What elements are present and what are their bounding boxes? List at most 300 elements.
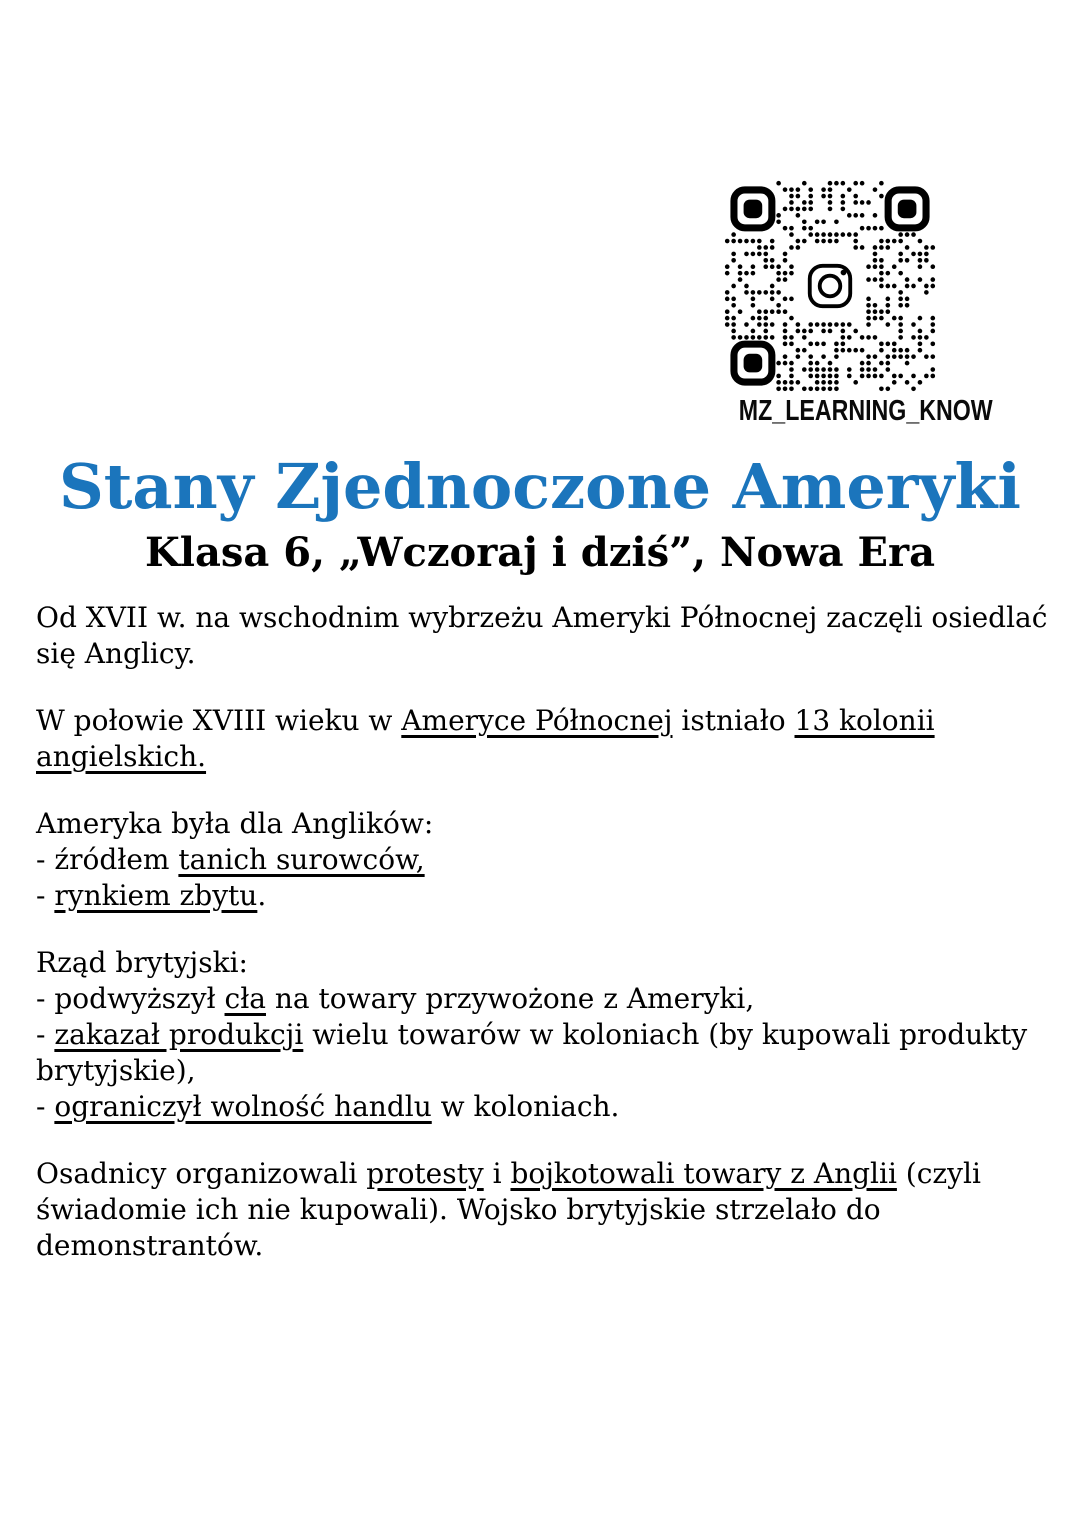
qr-module bbox=[886, 284, 891, 289]
qr-module bbox=[751, 252, 756, 257]
qr-module bbox=[898, 354, 903, 359]
qr-finder-inner bbox=[744, 200, 763, 219]
qr-module bbox=[853, 380, 858, 385]
qr-module bbox=[731, 316, 736, 321]
qr-module bbox=[892, 239, 897, 244]
qr-module bbox=[783, 252, 788, 257]
qr-module bbox=[815, 219, 820, 224]
qr-module bbox=[802, 348, 807, 353]
qr-module bbox=[866, 374, 871, 379]
qr-module bbox=[834, 386, 839, 391]
underlined-text: angielskich. bbox=[36, 740, 207, 773]
qr-module bbox=[725, 309, 730, 314]
qr-module bbox=[776, 303, 781, 308]
qr-module bbox=[789, 200, 794, 205]
qr-module bbox=[808, 354, 813, 359]
text-segment: w koloniach. bbox=[431, 1090, 620, 1123]
qr-module bbox=[834, 354, 839, 359]
text-segment: - bbox=[36, 879, 55, 912]
qr-module bbox=[905, 348, 910, 353]
qr-module bbox=[853, 232, 858, 237]
qr-module bbox=[751, 239, 756, 244]
qr-module bbox=[879, 245, 884, 250]
qr-module bbox=[866, 361, 871, 366]
qr-module bbox=[930, 354, 935, 359]
qr-module bbox=[731, 335, 736, 340]
qr-module bbox=[783, 329, 788, 334]
qr-module bbox=[853, 181, 858, 186]
qr-module bbox=[879, 277, 884, 282]
underlined-text: ograniczył wolność handlu bbox=[54, 1090, 432, 1123]
qr-module bbox=[905, 354, 910, 359]
qr-module bbox=[776, 290, 781, 295]
qr-module bbox=[918, 252, 923, 257]
qr-module bbox=[796, 245, 801, 250]
qr-module bbox=[757, 309, 762, 314]
qr-module bbox=[879, 309, 884, 314]
qr-module bbox=[789, 316, 794, 321]
qr-module bbox=[821, 232, 826, 237]
qr-module bbox=[866, 316, 871, 321]
qr-module bbox=[841, 329, 846, 334]
qr-module bbox=[898, 232, 903, 237]
qr-module bbox=[744, 284, 749, 289]
qr-module bbox=[866, 309, 871, 314]
qr-module bbox=[751, 316, 756, 321]
qr-module bbox=[763, 316, 768, 321]
qr-module bbox=[911, 252, 916, 257]
qr-module bbox=[815, 342, 820, 347]
qr-module bbox=[886, 297, 891, 302]
qr-module bbox=[918, 335, 923, 340]
text-line bbox=[36, 878, 1046, 914]
qr-module bbox=[808, 386, 813, 391]
qr-module bbox=[898, 316, 903, 321]
qr-module bbox=[866, 297, 871, 302]
qr-module bbox=[841, 342, 846, 347]
qr-module bbox=[879, 194, 884, 199]
qr-module bbox=[879, 271, 884, 276]
underlined-text: rynkiem zbytu bbox=[54, 879, 258, 912]
qr-module bbox=[886, 322, 891, 327]
qr-module bbox=[808, 329, 813, 334]
qr-module bbox=[879, 264, 884, 269]
qr-module bbox=[821, 322, 826, 327]
qr-module bbox=[738, 239, 743, 244]
qr-module bbox=[873, 264, 878, 269]
qr-module bbox=[725, 316, 730, 321]
qr-module bbox=[905, 258, 910, 263]
qr-module bbox=[821, 354, 826, 359]
qr-module bbox=[905, 297, 910, 302]
qr-module bbox=[770, 245, 775, 250]
qr-module bbox=[808, 374, 813, 379]
qr-module bbox=[770, 264, 775, 269]
qr-module bbox=[918, 316, 923, 321]
text-segment: W połowie XVIII wieku w bbox=[36, 704, 402, 737]
qr-module bbox=[886, 386, 891, 391]
text-line bbox=[36, 1228, 1046, 1264]
text-segment: Od XVII w. na wschodnim wybrzeżu Ameryki Północnej zaczęli osiedlać bbox=[36, 601, 1048, 634]
text-segment: się Anglicy. bbox=[36, 637, 196, 670]
qr-module bbox=[879, 239, 884, 244]
qr-module bbox=[873, 213, 878, 218]
qr-module bbox=[789, 342, 794, 347]
text-line bbox=[36, 1089, 1046, 1125]
qr-module bbox=[873, 374, 878, 379]
qr-module bbox=[802, 226, 807, 231]
text-line bbox=[36, 739, 1046, 775]
text-segment: - bbox=[36, 1090, 55, 1123]
qr-module bbox=[731, 303, 736, 308]
qr-module bbox=[873, 252, 878, 257]
text-line bbox=[36, 600, 1046, 636]
text-segment: na towary przywożone z Ameryki, bbox=[265, 982, 755, 1015]
qr-module bbox=[828, 386, 833, 391]
qr-module bbox=[860, 226, 865, 231]
qr-module bbox=[815, 361, 820, 366]
qr-module bbox=[763, 245, 768, 250]
qr-module bbox=[898, 348, 903, 353]
qr-module bbox=[802, 367, 807, 372]
qr-module bbox=[821, 367, 826, 372]
qr-module bbox=[744, 239, 749, 244]
qr-module bbox=[725, 271, 730, 276]
qr-module bbox=[886, 245, 891, 250]
qr-module bbox=[886, 271, 891, 276]
qr-module bbox=[879, 348, 884, 353]
paragraph bbox=[36, 1156, 1046, 1264]
qr-module bbox=[860, 245, 865, 250]
text-segment: świadomie ich nie kupowali). Wojsko brytyjskie strzelało do bbox=[36, 1193, 881, 1226]
qr-module bbox=[873, 354, 878, 359]
qr-module bbox=[783, 187, 788, 192]
text-segment: demonstrantów. bbox=[36, 1229, 264, 1262]
qr-module bbox=[930, 284, 935, 289]
qr-module bbox=[770, 297, 775, 302]
qr-module bbox=[776, 181, 781, 186]
qr-module bbox=[738, 277, 743, 282]
qr-module bbox=[796, 329, 801, 334]
qr-module bbox=[828, 380, 833, 385]
underlined-text: bojkotowali towary z Anglii bbox=[510, 1157, 897, 1190]
qr-module bbox=[873, 277, 878, 282]
qr-module bbox=[860, 335, 865, 340]
qr-module bbox=[924, 258, 929, 263]
paragraph bbox=[36, 600, 1046, 672]
qr-module bbox=[879, 284, 884, 289]
qr-module bbox=[776, 380, 781, 385]
qr-module bbox=[770, 258, 775, 263]
qr-module bbox=[796, 322, 801, 327]
qr-module bbox=[873, 309, 878, 314]
qr-module bbox=[860, 374, 865, 379]
qr-module bbox=[789, 232, 794, 237]
qr-module bbox=[763, 309, 768, 314]
qr-module bbox=[886, 239, 891, 244]
qr-module bbox=[783, 207, 788, 212]
qr-module bbox=[841, 200, 846, 205]
text-segment: - bbox=[36, 1018, 55, 1051]
qr-module bbox=[789, 367, 794, 372]
qr-module bbox=[808, 342, 813, 347]
qr-module bbox=[770, 309, 775, 314]
qr-module bbox=[808, 322, 813, 327]
qr-module bbox=[892, 342, 897, 347]
qr-module bbox=[751, 297, 756, 302]
qr-module bbox=[924, 290, 929, 295]
qr-module bbox=[853, 194, 858, 199]
underlined-text: protesty bbox=[366, 1157, 484, 1190]
qr-module bbox=[911, 322, 916, 327]
qr-module bbox=[898, 290, 903, 295]
page-subtitle: Klasa 6, „Wczoraj i dziś”, Nowa Era bbox=[145, 529, 935, 576]
qr-module bbox=[802, 386, 807, 391]
qr-module bbox=[821, 194, 826, 199]
body-text bbox=[36, 600, 1046, 1295]
qr-module bbox=[725, 297, 730, 302]
qr-module bbox=[783, 386, 788, 391]
qr-module bbox=[853, 329, 858, 334]
qr-module bbox=[898, 374, 903, 379]
text-line bbox=[36, 1156, 1046, 1192]
qr-module bbox=[731, 322, 736, 327]
paragraph bbox=[36, 945, 1046, 1125]
qr-module bbox=[776, 361, 781, 366]
qr-module bbox=[841, 348, 846, 353]
qr-module bbox=[911, 354, 916, 359]
qr-module bbox=[828, 200, 833, 205]
qr-module bbox=[815, 322, 820, 327]
text-segment: - podwyższył bbox=[36, 982, 225, 1015]
qr-module bbox=[918, 329, 923, 334]
qr-module bbox=[879, 342, 884, 347]
qr-module bbox=[834, 239, 839, 244]
qr-module bbox=[725, 290, 730, 295]
qr-module bbox=[783, 297, 788, 302]
qr-module bbox=[834, 348, 839, 353]
qr-module bbox=[815, 239, 820, 244]
qr-module bbox=[808, 367, 813, 372]
underlined-text: cła bbox=[224, 982, 266, 1015]
qr-module bbox=[821, 219, 826, 224]
qr-module bbox=[924, 252, 929, 257]
qr-module bbox=[924, 335, 929, 340]
qr-module bbox=[783, 309, 788, 314]
qr-module bbox=[834, 219, 839, 224]
qr-module bbox=[783, 271, 788, 276]
qr-module bbox=[841, 322, 846, 327]
qr-module bbox=[776, 264, 781, 269]
qr-module bbox=[828, 232, 833, 237]
text-line bbox=[36, 1192, 1046, 1228]
qr-module bbox=[905, 284, 910, 289]
qr-module bbox=[892, 374, 897, 379]
qr-module bbox=[789, 297, 794, 302]
qr-module bbox=[918, 380, 923, 385]
qr-module bbox=[763, 329, 768, 334]
qr-module bbox=[834, 181, 839, 186]
qr-module bbox=[789, 207, 794, 212]
qr-module bbox=[751, 271, 756, 276]
underlined-text: Ameryce Północnej bbox=[401, 704, 673, 737]
qr-module bbox=[924, 245, 929, 250]
qr-module bbox=[918, 239, 923, 244]
qr-module bbox=[930, 264, 935, 269]
qr-module bbox=[905, 245, 910, 250]
qr-finder-inner bbox=[898, 200, 917, 219]
qr-module bbox=[911, 386, 916, 391]
qr-module bbox=[738, 271, 743, 276]
qr-module bbox=[828, 239, 833, 244]
qr-module bbox=[776, 386, 781, 391]
qr-module bbox=[873, 303, 878, 308]
qr-module bbox=[802, 207, 807, 212]
qr-module bbox=[770, 335, 775, 340]
qr-module bbox=[796, 207, 801, 212]
qr-module bbox=[770, 290, 775, 295]
qr-module bbox=[866, 367, 871, 372]
qr-module bbox=[776, 213, 781, 218]
qr-label: MZ_LEARNING_KNOW bbox=[738, 395, 993, 427]
qr-module bbox=[783, 354, 788, 359]
qr-module bbox=[898, 271, 903, 276]
qr-module bbox=[763, 335, 768, 340]
qr-module bbox=[789, 380, 794, 385]
qr-module bbox=[751, 335, 756, 340]
qr-module bbox=[886, 367, 891, 372]
qr-module bbox=[808, 194, 813, 199]
text-line bbox=[36, 1053, 1046, 1089]
qr-module bbox=[770, 239, 775, 244]
qr-module bbox=[860, 213, 865, 218]
qr-module bbox=[808, 232, 813, 237]
qr-module bbox=[886, 309, 891, 314]
qr-module bbox=[911, 335, 916, 340]
qr-module bbox=[828, 374, 833, 379]
qr-module bbox=[879, 374, 884, 379]
qr-module bbox=[866, 264, 871, 269]
qr-module bbox=[847, 367, 852, 372]
qr-module bbox=[815, 232, 820, 237]
qr-module bbox=[892, 264, 897, 269]
qr-module bbox=[731, 329, 736, 334]
qr-module bbox=[796, 213, 801, 218]
qr-module bbox=[930, 316, 935, 321]
qr-code bbox=[724, 180, 936, 392]
qr-module bbox=[866, 335, 871, 340]
qr-module bbox=[834, 374, 839, 379]
qr-module bbox=[783, 258, 788, 263]
qr-finder-inner bbox=[744, 354, 763, 373]
text-segment: wielu towarów w koloniach (by kupowali produkty bbox=[303, 1018, 1028, 1051]
qr-module bbox=[783, 361, 788, 366]
qr-module bbox=[905, 361, 910, 366]
qr-module bbox=[918, 342, 923, 347]
qr-module bbox=[738, 309, 743, 314]
qr-module bbox=[725, 264, 730, 269]
qr-module bbox=[834, 232, 839, 237]
qr-module bbox=[853, 200, 858, 205]
qr-module bbox=[789, 245, 794, 250]
qr-module bbox=[866, 322, 871, 327]
qr-module bbox=[873, 335, 878, 340]
qr-module bbox=[796, 239, 801, 244]
qr-module bbox=[725, 322, 730, 327]
qr-module bbox=[821, 386, 826, 391]
qr-module bbox=[860, 348, 865, 353]
qr-module bbox=[751, 303, 756, 308]
qr-module bbox=[796, 380, 801, 385]
qr-module bbox=[898, 322, 903, 327]
qr-module bbox=[802, 219, 807, 224]
qr-module bbox=[853, 245, 858, 250]
qr-module bbox=[789, 386, 794, 391]
text-segment: (czyli bbox=[896, 1157, 981, 1190]
text-line bbox=[36, 1017, 1046, 1053]
qr-module bbox=[796, 187, 801, 192]
qr-module bbox=[892, 316, 897, 321]
paragraph bbox=[36, 806, 1046, 914]
qr-module bbox=[731, 297, 736, 302]
qr-module bbox=[828, 329, 833, 334]
text-segment: brytyjskie), bbox=[36, 1054, 196, 1087]
qr-module bbox=[821, 342, 826, 347]
qr-module bbox=[821, 380, 826, 385]
qr-module bbox=[886, 354, 891, 359]
qr-module bbox=[834, 380, 839, 385]
qr-module bbox=[763, 252, 768, 257]
qr-module bbox=[898, 329, 903, 334]
qr-module bbox=[847, 374, 852, 379]
qr-module bbox=[738, 335, 743, 340]
qr-module bbox=[879, 386, 884, 391]
qr-module bbox=[918, 277, 923, 282]
qr-module bbox=[821, 329, 826, 334]
qr-module bbox=[776, 271, 781, 276]
qr-module bbox=[828, 181, 833, 186]
qr-module bbox=[847, 187, 852, 192]
qr-module bbox=[834, 367, 839, 372]
qr-module bbox=[783, 335, 788, 340]
qr-module bbox=[808, 361, 813, 366]
qr-module bbox=[796, 354, 801, 359]
qr-module bbox=[828, 187, 833, 192]
text-segment: istniało bbox=[672, 704, 795, 737]
qr-module bbox=[738, 264, 743, 269]
qr-module bbox=[731, 232, 736, 237]
qr-module bbox=[918, 258, 923, 263]
qr-module bbox=[744, 252, 749, 257]
text-line bbox=[36, 636, 1046, 672]
qr-module bbox=[828, 322, 833, 327]
qr-module bbox=[924, 374, 929, 379]
qr-module bbox=[731, 239, 736, 244]
qr-module bbox=[841, 194, 846, 199]
qr-module bbox=[802, 329, 807, 334]
qr-module bbox=[744, 322, 749, 327]
text-segment: i bbox=[483, 1157, 511, 1190]
text-line bbox=[36, 703, 1046, 739]
qr-module bbox=[815, 367, 820, 372]
qr-module bbox=[841, 207, 846, 212]
qr-module bbox=[841, 335, 846, 340]
qr-module bbox=[860, 361, 865, 366]
qr-module bbox=[860, 200, 865, 205]
qr-module bbox=[770, 284, 775, 289]
qr-module bbox=[860, 367, 865, 372]
qr-module bbox=[847, 213, 852, 218]
